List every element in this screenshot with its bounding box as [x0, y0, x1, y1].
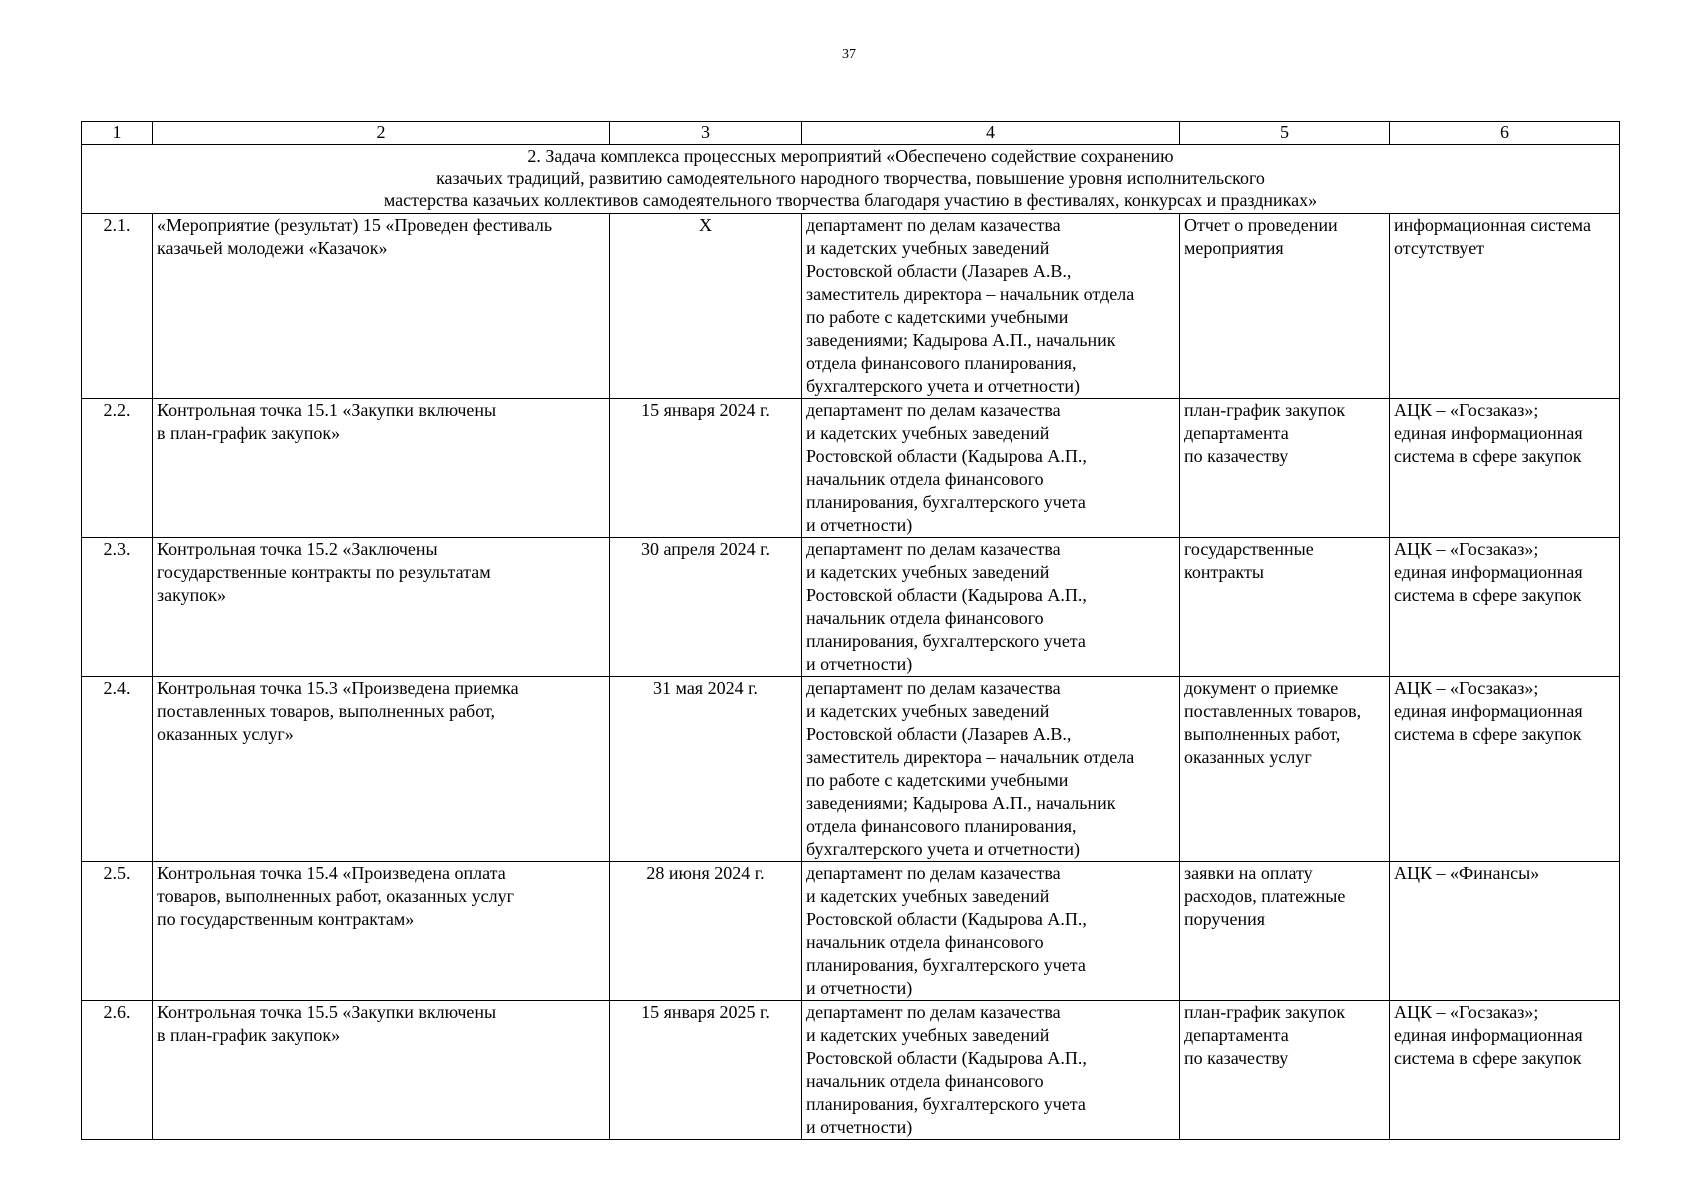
row-responsible: департамент по делам казачества и кадетских учебных заведений Ростовской области (Кадырова А.П., начальник отдела финансового планирования, бухгалтерского учета и отчетности) [802, 538, 1180, 677]
table-row [82, 214, 1620, 399]
column-header: 2 [153, 122, 610, 145]
row-deadline: 15 января 2025 г. [610, 1001, 802, 1140]
row-deadline: 30 апреля 2024 г. [610, 538, 802, 677]
row-number: 2.5. [82, 862, 153, 1001]
row-document: государственные контракты [1180, 538, 1390, 677]
row-document: план-график закупок департамента по казачеству [1180, 399, 1390, 538]
row-deadline: 15 января 2024 г. [610, 399, 802, 538]
column-header: 4 [802, 122, 1180, 145]
row-name: Контрольная точка 15.4 «Произведена оплата товаров, выполненных работ, оказанных услуг по государственным контрактам» [153, 862, 610, 1001]
section-row [82, 145, 1620, 214]
column-header: 3 [610, 122, 802, 145]
column-header: 1 [82, 122, 153, 145]
table-row [82, 677, 1620, 862]
row-responsible: департамент по делам казачества и кадетских учебных заведений Ростовской области (Кадырова А.П., начальник отдела финансового планирования, бухгалтерского учета и отчетности) [802, 399, 1180, 538]
row-number: 2.4. [82, 677, 153, 862]
table-row [82, 1001, 1620, 1140]
plan-table [81, 121, 1620, 1140]
column-header-row [82, 122, 1620, 145]
row-system: АЦК – «Госзаказ»; единая информационная система в сфере закупок [1390, 1001, 1620, 1140]
row-deadline: 28 июня 2024 г. [610, 862, 802, 1001]
row-system: АЦК – «Госзаказ»; единая информационная система в сфере закупок [1390, 677, 1620, 862]
row-responsible: департамент по делам казачества и кадетских учебных заведений Ростовской области (Кадырова А.П., начальник отдела финансового планирования, бухгалтерского учета и отчетности) [802, 1001, 1180, 1140]
row-name: Контрольная точка 15.1 «Закупки включены в план-график закупок» [153, 399, 610, 538]
row-responsible: департамент по делам казачества и кадетских учебных заведений Ростовской области (Лазарев А.В., заместитель директора – начальник отдела по работе с кадетскими учебными заведениями; Кадырова А.П., начальник отдела финансового планирования, бухгалтерского учета и отчетности) [802, 214, 1180, 399]
row-deadline: X [610, 214, 802, 399]
row-deadline: 31 мая 2024 г. [610, 677, 802, 862]
row-responsible: департамент по делам казачества и кадетских учебных заведений Ростовской области (Лазарев А.В., заместитель директора – начальник отдела по работе с кадетскими учебными заведениями; Кадырова А.П., начальник отдела финансового планирования, бухгалтерского учета и отчетности) [802, 677, 1180, 862]
row-document: заявки на оплату расходов, платежные поручения [1180, 862, 1390, 1001]
row-responsible: департамент по делам казачества и кадетских учебных заведений Ростовской области (Кадырова А.П., начальник отдела финансового планирования, бухгалтерского учета и отчетности) [802, 862, 1180, 1001]
section-title: 2. Задача комплекса процессных мероприятий «Обеспечено содействие сохранению казачьих традиций, развитию самодеятельного народного творчества, повышение уровня исполнительского мастерства казачьих коллективов самодеятельного творчества благодаря участию в фестивалях, конкурсах и праздниках» [82, 145, 1620, 214]
page-number: 37 [842, 47, 856, 62]
row-document: план-график закупок департамента по казачеству [1180, 1001, 1390, 1140]
row-system: АЦК – «Госзаказ»; единая информационная система в сфере закупок [1390, 538, 1620, 677]
row-number: 2.1. [82, 214, 153, 399]
row-name: Контрольная точка 15.3 «Произведена приемка поставленных товаров, выполненных работ, оказанных услуг» [153, 677, 610, 862]
table-row [82, 538, 1620, 677]
row-document: документ о приемке поставленных товаров, выполненных работ, оказанных услуг [1180, 677, 1390, 862]
table-row [82, 399, 1620, 538]
row-system: информационная система отсутствует [1390, 214, 1620, 399]
row-name: Контрольная точка 15.2 «Заключены государственные контракты по результатам закупок» [153, 538, 610, 677]
row-system: АЦК – «Госзаказ»; единая информационная система в сфере закупок [1390, 399, 1620, 538]
row-document: Отчет о проведении мероприятия [1180, 214, 1390, 399]
row-name: «Мероприятие (результат) 15 «Проведен фестиваль казачьей молодежи «Казачок» [153, 214, 610, 399]
column-header: 6 [1390, 122, 1620, 145]
row-number: 2.3. [82, 538, 153, 677]
table-row [82, 862, 1620, 1001]
row-number: 2.2. [82, 399, 153, 538]
row-name: Контрольная точка 15.5 «Закупки включены в план-график закупок» [153, 1001, 610, 1140]
row-number: 2.6. [82, 1001, 153, 1140]
row-system: АЦК – «Финансы» [1390, 862, 1620, 1001]
column-header: 5 [1180, 122, 1390, 145]
